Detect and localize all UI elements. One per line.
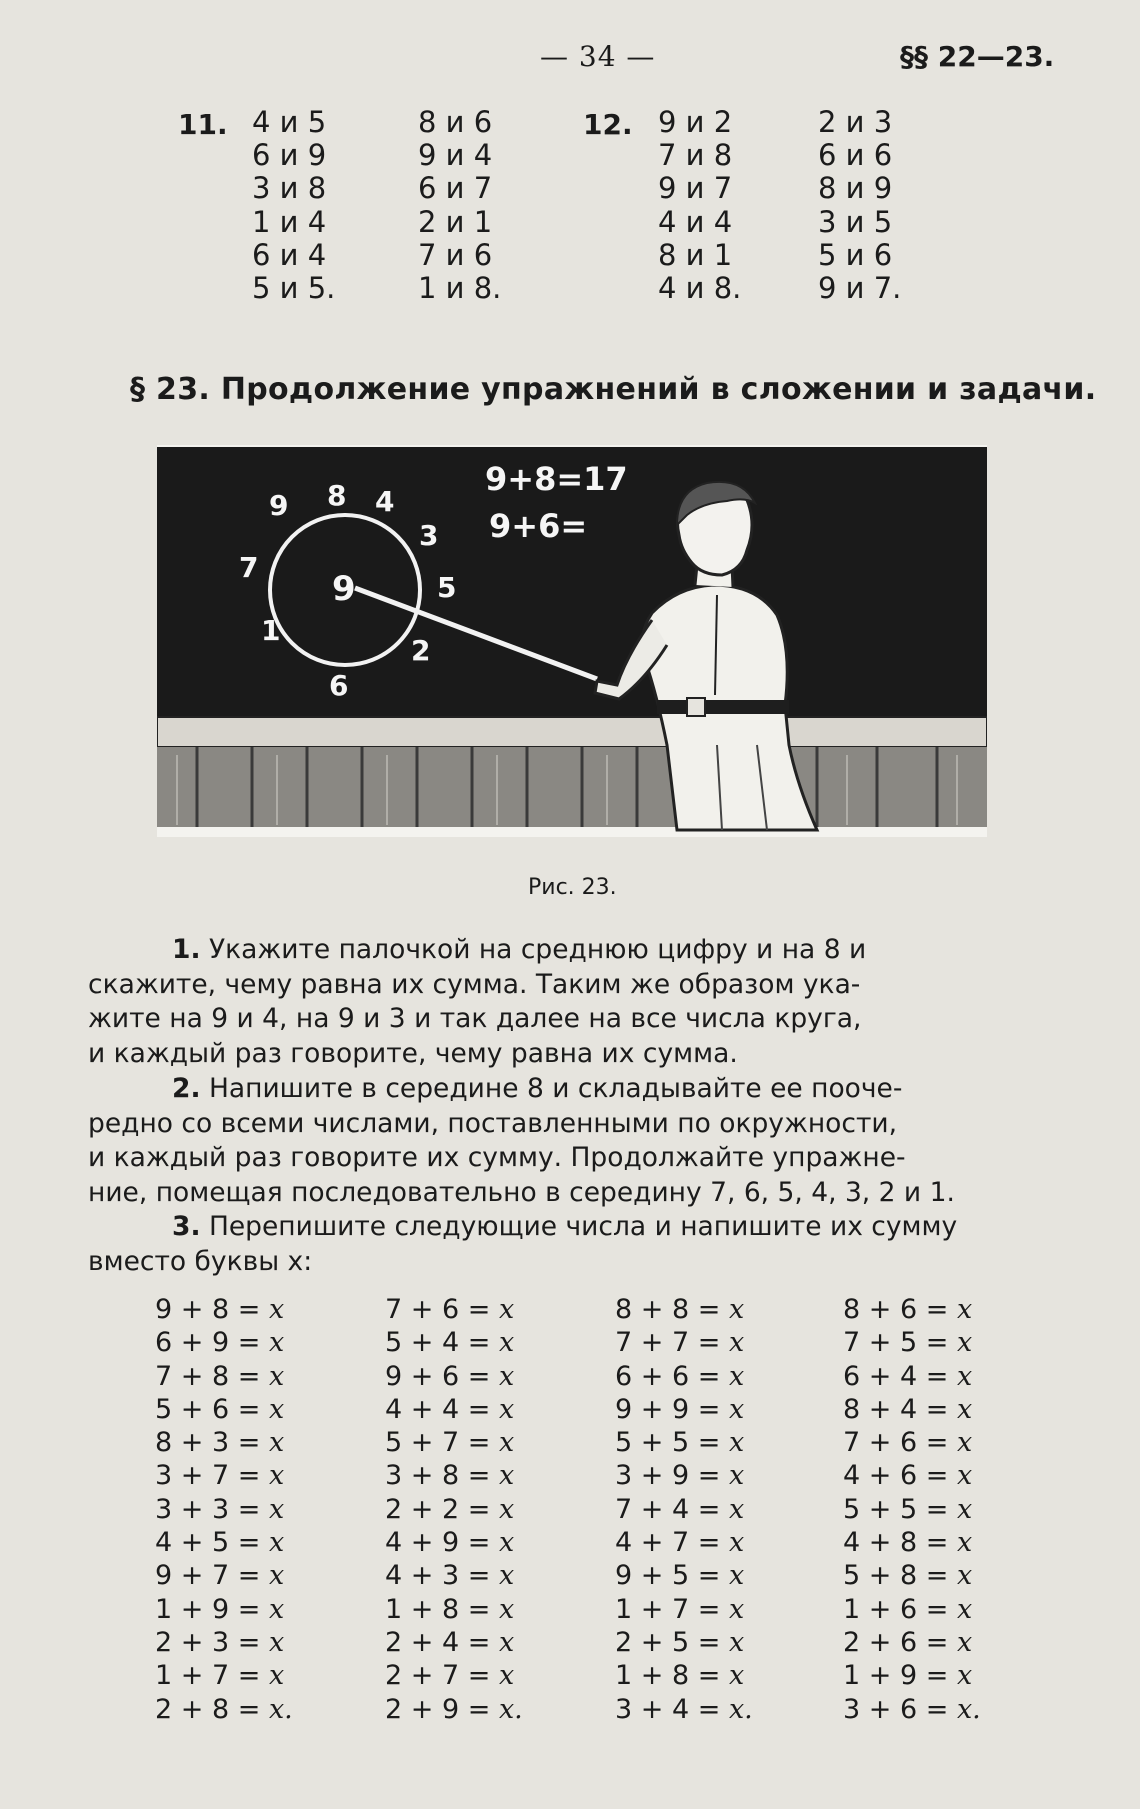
unknown-x: x. (498, 1693, 523, 1725)
circle-number: 8 (327, 479, 347, 512)
board-equation-2: 9+6= (489, 507, 588, 545)
task-2 (88, 1072, 1060, 1210)
equation: 2 + 8 = x. (155, 1693, 293, 1725)
equation: 3 + 4 = x. (615, 1693, 753, 1725)
unknown-x: x (498, 1593, 515, 1625)
unknown-x: x. (956, 1693, 981, 1725)
task-1-line: скажите, чему равна их сумма. Таким же образом ука- (88, 968, 861, 1000)
section-range: §§ 22—23. (900, 40, 1055, 73)
task-2-line: ние, помещая последовательно в середину 7, 6, 5, 4, 3, 2 и 1. (88, 1176, 955, 1208)
task-1-number: 1. (172, 934, 201, 965)
circle-number: 6 (329, 669, 349, 702)
number-pair: 9 и 7 (658, 171, 733, 206)
number-pair: 8 и 1 (658, 237, 733, 272)
task-2-line: Напишите в середине 8 и складывайте ее пооче- (208, 1073, 903, 1104)
number-pair: 4 и 4 (658, 204, 733, 239)
equation: 7 + 4 = x (615, 1493, 745, 1525)
number-pair: 9 и 7. (818, 271, 902, 306)
circle-number: 3 (419, 519, 439, 552)
task-3-line: Перепишите следующие числа и напишите их сумму (208, 1211, 958, 1242)
equation: 6 + 4 = x (843, 1360, 973, 1392)
task-3 (88, 1210, 1060, 1279)
task-2-line: и каждый раз говорите их сумму. Продолжайте упражне- (88, 1142, 906, 1173)
equation: 4 + 9 = x (385, 1527, 515, 1559)
unknown-x: x (268, 1626, 285, 1658)
number-pair: 2 и 1 (418, 204, 493, 239)
exercise-11-col1 (252, 106, 335, 305)
equation: 4 + 4 = x (385, 1393, 515, 1425)
equation: 7 + 6 = x (385, 1294, 515, 1325)
circle-number: 2 (411, 634, 431, 667)
unknown-x: x (728, 1327, 745, 1359)
equation-column-4 (843, 1293, 981, 1726)
unknown-x: x. (728, 1693, 753, 1725)
equation: 8 + 6 = x (843, 1294, 973, 1325)
equation: 4 + 8 = x (843, 1527, 973, 1559)
number-pair: 8 и 6 (418, 105, 493, 139)
number-pair: 1 и 4 (252, 204, 327, 239)
equation: 5 + 4 = x (385, 1327, 515, 1359)
unknown-x: x (268, 1327, 285, 1359)
number-pair: 7 и 6 (418, 237, 493, 272)
unknown-x: x (956, 1460, 973, 1492)
equation-column-2 (385, 1293, 523, 1726)
unknown-x: x (268, 1593, 285, 1625)
exercise-12-col2 (818, 106, 901, 305)
equation: 4 + 7 = x (615, 1527, 745, 1559)
board-equation-1: 9+8=17 (485, 460, 628, 498)
blackboard-illustration (157, 445, 987, 837)
unknown-x: x (728, 1593, 745, 1625)
chalk-ledge (157, 717, 987, 747)
equation: 9 + 5 = x (615, 1560, 745, 1592)
equation: 3 + 7 = x (155, 1460, 285, 1492)
circle-number: 4 (375, 485, 395, 518)
exercise-11-col2 (418, 106, 501, 305)
unknown-x: x (728, 1560, 745, 1592)
unknown-x: x (728, 1660, 745, 1692)
unknown-x: x (498, 1294, 515, 1325)
equation: 2 + 3 = x (155, 1626, 285, 1658)
unknown-x: x (956, 1427, 973, 1459)
unknown-x: x (498, 1626, 515, 1658)
task-1 (88, 933, 1060, 1071)
number-pair: 6 и 7 (418, 171, 493, 206)
unknown-x: x (728, 1294, 745, 1325)
equation: 3 + 9 = x (615, 1460, 745, 1492)
equation: 3 + 6 = x. (843, 1693, 981, 1725)
number-pair: 5 и 6 (818, 237, 893, 272)
number-pair: 7 и 8 (658, 138, 733, 173)
unknown-x: x (498, 1493, 515, 1525)
equation: 6 + 9 = x (155, 1327, 285, 1359)
equation: 2 + 6 = x (843, 1626, 973, 1658)
equation: 2 + 5 = x (615, 1626, 745, 1658)
unknown-x: x (498, 1393, 515, 1425)
unknown-x: x (956, 1360, 973, 1392)
unknown-x: x (956, 1560, 973, 1592)
unknown-x: x (498, 1460, 515, 1492)
circle-number: 9 (269, 489, 289, 522)
number-pair: 4 и 5 (252, 105, 327, 139)
unknown-x: x (728, 1460, 745, 1492)
equation: 9 + 8 = x (155, 1294, 285, 1325)
equation: 5 + 6 = x (155, 1393, 285, 1425)
unknown-x: x (956, 1493, 973, 1525)
unknown-x: x (956, 1327, 973, 1359)
task-2-number: 2. (172, 1073, 201, 1104)
unknown-x: x (268, 1560, 285, 1592)
equation-column-3 (615, 1293, 753, 1726)
circle-center-number: 9 (332, 569, 356, 609)
unknown-x: x (268, 1360, 285, 1392)
unknown-x: x (268, 1460, 285, 1492)
unknown-x: x (268, 1393, 285, 1425)
unknown-x: x (268, 1660, 285, 1692)
unknown-x: x (498, 1560, 515, 1592)
unknown-x: x (728, 1393, 745, 1425)
equation: 1 + 9 = x (155, 1593, 285, 1625)
number-pair: 4 и 8. (658, 271, 742, 306)
unknown-x: x (956, 1626, 973, 1658)
unknown-x: x (728, 1527, 745, 1559)
equation: 4 + 6 = x (843, 1460, 973, 1492)
equation: 4 + 5 = x (155, 1527, 285, 1559)
equation: 7 + 6 = x (843, 1427, 973, 1459)
circle-number: 1 (261, 614, 281, 647)
equation: 9 + 9 = x (615, 1393, 745, 1425)
unknown-x: x (956, 1393, 973, 1425)
unknown-x: x (498, 1527, 515, 1559)
equation: 1 + 8 = x (385, 1593, 515, 1625)
page-number: — 34 — (540, 40, 656, 73)
task-1-line: и каждый раз говорите, чему равна их сумма. (88, 1037, 738, 1069)
equation: 9 + 7 = x (155, 1560, 285, 1592)
unknown-x: x (728, 1427, 745, 1459)
unknown-x: x (956, 1660, 973, 1692)
figure-caption: Рис. 23. (528, 875, 617, 900)
unknown-x: x (498, 1427, 515, 1459)
equation: 4 + 3 = x (385, 1560, 515, 1592)
task-1-line: Укажите палочкой на среднюю цифру и на 8 и (208, 934, 867, 965)
equation: 9 + 6 = x (385, 1360, 515, 1392)
wall-panel (157, 747, 987, 827)
equation: 1 + 7 = x (615, 1593, 745, 1625)
number-pair: 2 и 3 (818, 105, 893, 139)
number-pair: 6 и 9 (252, 138, 327, 173)
equation: 5 + 5 = x (843, 1493, 973, 1525)
unknown-x: x (268, 1427, 285, 1459)
equation: 2 + 2 = x (385, 1493, 515, 1525)
section-heading: § 23. Продолжение упражнений в сложении и задачи. (130, 372, 1097, 407)
unknown-x: x. (268, 1693, 293, 1725)
unknown-x: x (268, 1527, 285, 1559)
equation-column-1 (155, 1293, 293, 1726)
equation: 5 + 5 = x (615, 1427, 745, 1459)
number-pair: 3 и 8 (252, 171, 327, 206)
unknown-x: x (498, 1660, 515, 1692)
number-pair: 6 и 4 (252, 237, 327, 272)
number-pair: 6 и 6 (818, 138, 893, 173)
equation: 1 + 7 = x (155, 1660, 285, 1692)
unknown-x: x (268, 1493, 285, 1525)
circle-number: 5 (437, 571, 457, 604)
task-2-line: редно со всеми числами, поставленными по окружности, (88, 1107, 898, 1139)
number-pair: 1 и 8. (418, 271, 502, 306)
equation: 2 + 4 = x (385, 1626, 515, 1658)
unknown-x: x (956, 1527, 973, 1559)
number-pair: 8 и 9 (818, 171, 893, 206)
equation: 1 + 8 = x (615, 1660, 745, 1692)
unknown-x: x (498, 1327, 515, 1359)
task-1-line: жите на 9 и 4, на 9 и 3 и так далее на все числа круга, (88, 1003, 862, 1034)
unknown-x: x (728, 1360, 745, 1392)
unknown-x: x (956, 1593, 973, 1625)
exercise-12-label: 12. (583, 108, 633, 141)
equation: 1 + 9 = x (843, 1660, 973, 1692)
unknown-x: x (956, 1294, 973, 1325)
equation: 2 + 9 = x. (385, 1693, 523, 1725)
equation: 3 + 3 = x (155, 1493, 285, 1525)
unknown-x: x (498, 1360, 515, 1392)
exercise-11-label: 11. (178, 108, 228, 141)
equation: 8 + 3 = x (155, 1427, 285, 1459)
equation: 7 + 8 = x (155, 1360, 285, 1392)
equation: 5 + 8 = x (843, 1560, 973, 1592)
number-pair: 9 и 2 (658, 105, 733, 139)
equation: 7 + 5 = x (843, 1327, 973, 1359)
task-3-number: 3. (172, 1211, 201, 1242)
number-pair: 9 и 4 (418, 138, 493, 173)
equation: 5 + 7 = x (385, 1427, 515, 1459)
equation: 8 + 4 = x (843, 1393, 973, 1425)
unknown-x: x (728, 1493, 745, 1525)
equation: 8 + 8 = x (615, 1294, 745, 1325)
number-pair: 3 и 5 (818, 204, 893, 239)
number-pair: 5 и 5. (252, 271, 336, 306)
task-3-line: вместо буквы x: (88, 1245, 313, 1277)
circle-number: 7 (239, 551, 259, 584)
equation: 7 + 7 = x (615, 1327, 745, 1359)
equation: 3 + 8 = x (385, 1460, 515, 1492)
equation: 2 + 7 = x (385, 1660, 515, 1692)
exercise-12-col1 (658, 106, 741, 305)
equation: 6 + 6 = x (615, 1360, 745, 1392)
unknown-x: x (728, 1626, 745, 1658)
equation: 1 + 6 = x (843, 1593, 973, 1625)
unknown-x: x (268, 1294, 285, 1325)
